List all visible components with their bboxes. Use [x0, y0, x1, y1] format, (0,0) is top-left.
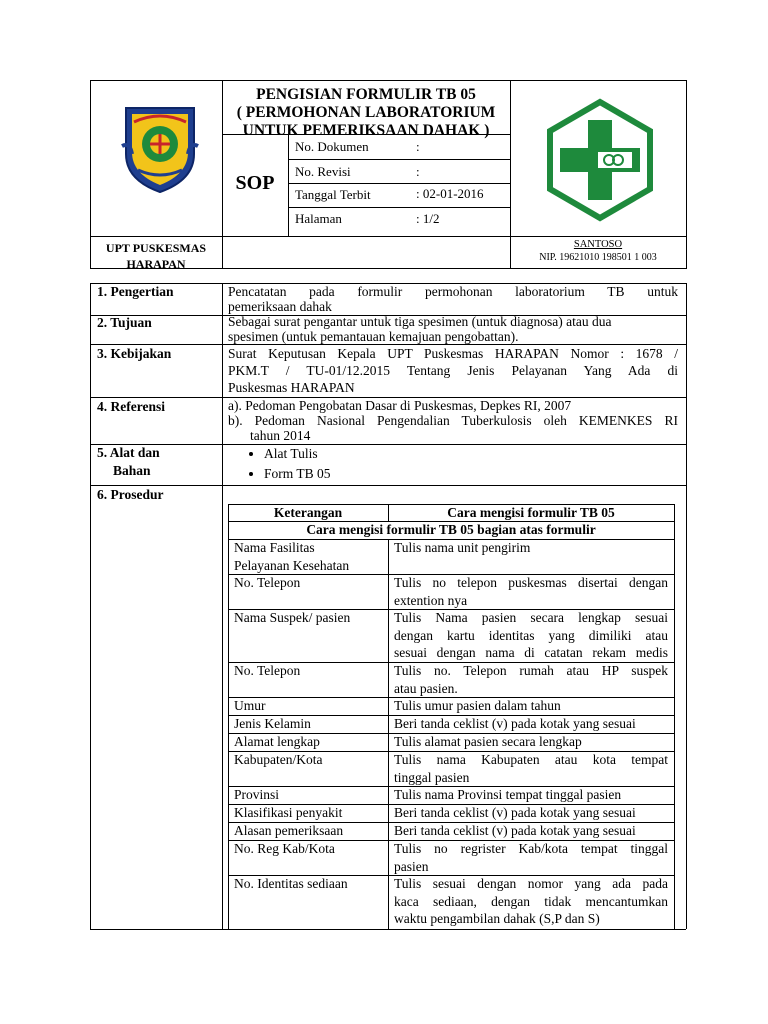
section-label-prosedur: 6. Prosedur [97, 487, 164, 502]
list-item: • Form TB 05 [264, 464, 331, 484]
puskesmas-logo [538, 98, 662, 222]
cell-line: Nama Suspek/ pasien [234, 610, 351, 625]
cell-line: Tulis no regrister Kab/kota tempat tinggal [394, 841, 668, 856]
section-label-alat-bahan [97, 444, 160, 480]
cell-line: No. Telepon [234, 663, 301, 678]
cell-line: tinggal pasien [394, 769, 470, 785]
column-header: Keterangan [273, 505, 343, 520]
section-text-tujuan [228, 314, 683, 344]
row-key: Jenis Kelamin [234, 716, 311, 731]
row-value [394, 840, 668, 875]
row-key: Provinsi [234, 787, 280, 802]
document-title [222, 86, 510, 140]
meta-value: : [416, 139, 420, 154]
cell-line: No. Identitas sediaan [234, 876, 348, 891]
row-value [394, 875, 668, 928]
signer-name: SANTOSO [573, 239, 623, 250]
row-key [234, 574, 300, 592]
tools-list [228, 444, 331, 484]
section-label-pengertian: 1. Pengertian [97, 284, 174, 299]
row-key [234, 662, 300, 680]
cell-line: Tulis sesuai dengan nomor yang ada pada [394, 876, 668, 891]
text-line: spesimen (untuk pemantauan kemajuan pengobattan). [228, 329, 519, 344]
cell-line: extention nya [394, 592, 468, 608]
label-line: Bahan [113, 463, 151, 478]
cell-line: No. Telepon [234, 575, 301, 590]
row-key [234, 539, 349, 574]
org-line: UPT PUSKESMAS [105, 241, 207, 255]
section-label-kebijakan: 3. Kebijakan [97, 346, 172, 361]
table-subheader: Cara mengisi formulir TB 05 bagian atas formulir [306, 522, 596, 537]
label-line: 5. Alat dan [97, 445, 160, 460]
cell-line: Tulis nama unit pengirim [394, 540, 531, 555]
row-key: Klasifikasi penyakit [234, 805, 343, 820]
row-key [234, 840, 335, 858]
row-value: Tulis nama Provinsi tempat tinggal pasien [394, 787, 622, 802]
section-label-referensi: 4. Referensi [97, 399, 165, 414]
text-line: pemeriksaan dahak [228, 299, 332, 314]
row-key [234, 751, 322, 769]
row-key: Alasan pemeriksaan [234, 823, 344, 838]
row-key [234, 609, 350, 627]
row-key [234, 875, 348, 893]
meta-value: : 1/2 [416, 211, 440, 226]
organization-name [90, 240, 222, 272]
section-text-pengertian [228, 283, 678, 315]
cell-line: pasien [394, 858, 429, 874]
cell-line: waktu pengambilan dahak (S,P dan S) [394, 911, 600, 926]
text-line: Sebagai surat pengantar untuk tiga spesimen (untuk diagnosa) atau dua [228, 314, 612, 329]
regency-crest-logo [120, 102, 200, 194]
sop-label: SOP [235, 172, 275, 194]
row-value [394, 751, 668, 786]
text-line: Pencatatan pada formulir permohonan laboratorium TB untuk [228, 284, 678, 299]
row-key: Alamat lengkap [234, 734, 320, 749]
text-line: a). Pedoman Pengobatan Dasar di Puskesmas, Depkes RI, 2007 [228, 398, 572, 413]
title-line: PENGISIAN FORMULIR TB 05 [256, 86, 476, 103]
cell-line: atau pasien. [394, 680, 458, 696]
row-value [394, 662, 668, 697]
list-item: • Alat Tulis [264, 444, 331, 464]
cell-line: Tulis no telepon puskesmas disertai dengan [394, 575, 668, 590]
row-key: Umur [234, 698, 266, 713]
cell-line: Kabupaten/Kota [234, 752, 323, 767]
org-line: HARAPAN [126, 257, 186, 271]
text-line: b). Pedoman Nasional Pengendalian Tuberkulosis oleh KEMENKES RI [228, 413, 678, 428]
meta-label: No. Dokumen [295, 139, 369, 154]
title-line: ( PERMOHONAN LABORATORIUM [236, 104, 496, 121]
row-value: Tulis alamat pasien secara lengkap [394, 734, 582, 749]
meta-label: Tanggal Terbit [295, 187, 371, 202]
row-value: Tulis umur pasien dalam tahun [394, 698, 561, 713]
cell-line: kaca sediaan, dengan tidak mencantumkan [394, 893, 668, 909]
cell-line: No. Reg Kab/Kota [234, 841, 335, 856]
text-line: Surat Keputusan Kepala UPT Puskesmas HARAPAN Nomor : 1678 / [228, 346, 678, 361]
meta-label: Halaman [295, 211, 342, 226]
row-value: Beri tanda ceklist (v) pada kotak yang sesuai [394, 823, 636, 838]
meta-value: : 02-01-2016 [416, 186, 484, 201]
cell-line: Tulis Nama pasien secara lengkap sesuai [394, 610, 668, 625]
section-text-referensi [228, 398, 678, 443]
row-value [394, 609, 668, 662]
text-line: Puskesmas HARAPAN [228, 380, 355, 395]
signer-nip: NIP. 19621010 198501 1 003 [539, 252, 657, 263]
section-text-kebijakan [228, 345, 678, 396]
row-value [394, 539, 668, 557]
cell-line: Tulis no. Telepon rumah atau HP suspek [394, 663, 668, 678]
section-label-tujuan: 2. Tujuan [97, 315, 152, 330]
row-value: Beri tanda ceklist (v) pada kotak yang sesuai [394, 716, 636, 731]
meta-label: No. Revisi [295, 164, 351, 179]
cell-line: Nama Fasilitas [234, 540, 315, 555]
cell-line: sesuai dengan nama di catatan rekam medis [394, 645, 668, 660]
cell-line: dengan kartu identitas yang dimiliki atau [394, 627, 668, 643]
title-line: UNTUK PEMERIKSAAN DAHAK ) [242, 122, 490, 139]
cell-line: Tulis nama Kabupaten atau kota tempat [394, 752, 668, 767]
column-header: Cara mengisi formulir TB 05 [447, 505, 615, 520]
text-line: PKM.T / TU-01/12.2015 Tentang Jenis Pelayanan Yang Ada di [228, 363, 678, 378]
row-value: Beri tanda ceklist (v) pada kotak yang sesuai [394, 805, 636, 820]
cell-line: Pelayanan Kesehatan [234, 557, 350, 573]
row-value [394, 574, 668, 609]
text-line: tahun 2014 [250, 428, 311, 443]
meta-value: : [416, 164, 420, 179]
